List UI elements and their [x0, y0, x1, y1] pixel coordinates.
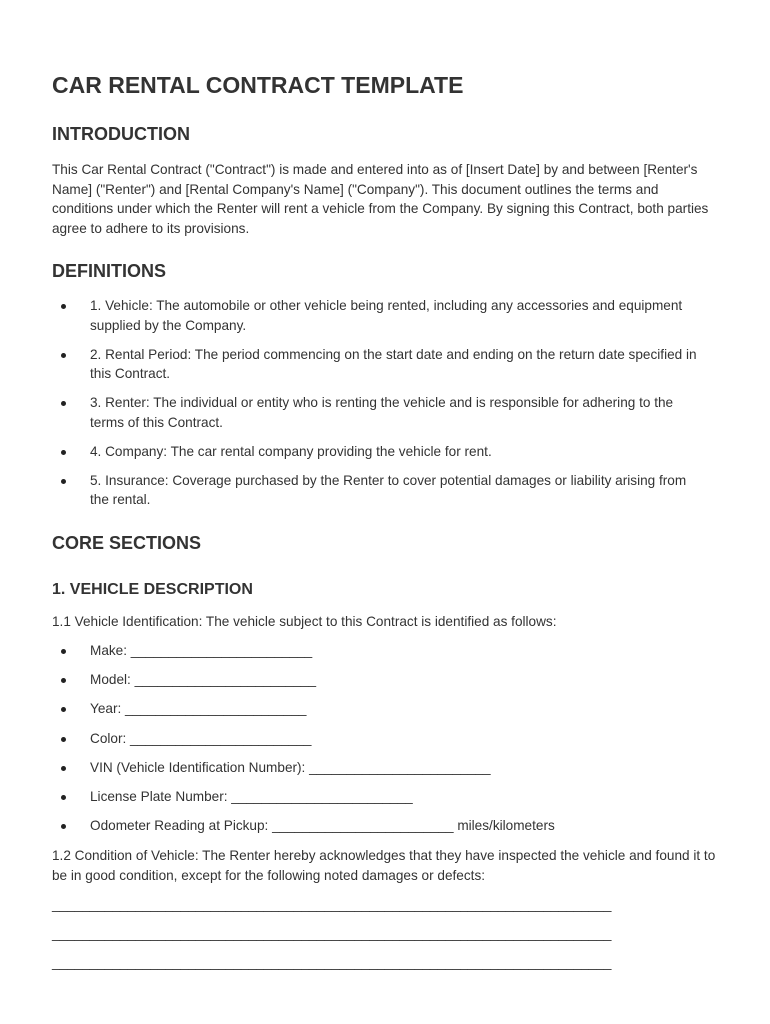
damage-notes-line: __________________________________________________________________________	[52, 955, 612, 970]
definition-text: 3. Renter: The individual or entity who is renting the vehicle and is responsible for adhering to the terms of this Contract.	[90, 395, 674, 430]
list-item	[52, 393, 700, 432]
definition-text: 4. Company: The car rental company providing the vehicle for rent.	[90, 443, 492, 459]
list-item	[52, 670, 732, 690]
damage-notes-line: __________________________________________________________________________	[52, 897, 612, 912]
vehicle-identification-text: 1.1 Vehicle Identification: The vehicle subject to this Contract is identified as follows:	[52, 614, 557, 629]
bullet-icon	[61, 795, 66, 800]
list-item	[52, 787, 732, 807]
field-odometer: Odometer Reading at Pickup: ________________________ miles/kilometers	[90, 818, 555, 834]
field-model: Model: ________________________	[90, 672, 317, 688]
definitions-list	[52, 296, 732, 519]
list-item	[52, 758, 732, 778]
bullet-icon	[61, 678, 66, 683]
list-item	[52, 471, 700, 510]
list-item	[52, 296, 700, 335]
field-year: Year: ________________________	[90, 701, 307, 717]
vehicle-description-heading: 1. VEHICLE DESCRIPTION	[52, 581, 253, 598]
list-item	[52, 729, 732, 749]
field-make: Make: ________________________	[90, 643, 313, 658]
definitions-heading: DEFINITIONS	[52, 261, 167, 281]
bullet-icon	[61, 304, 66, 309]
definition-text: 1. Vehicle: The automobile or other vehicle being rented, including any accessories and equipment supplied by the Company.	[90, 298, 683, 333]
field-vin: VIN (Vehicle Identification Number): ________________________	[90, 759, 491, 775]
bullet-icon	[61, 401, 66, 406]
field-license-plate: License Plate Number: ________________________	[90, 788, 413, 804]
list-item	[52, 641, 732, 661]
bullet-icon	[61, 353, 66, 358]
vehicle-condition-text: 1.2 Condition of Vehicle: The Renter hereby acknowledges that they have inspected the vehicle and found it to be in good condition, except for the following noted damages or defects:	[52, 848, 716, 883]
bullet-icon	[61, 649, 66, 654]
list-item	[52, 442, 700, 462]
bullet-icon	[61, 737, 66, 742]
definition-text: 5. Insurance: Coverage purchased by the Renter to cover potential damages or liability arising from the rental.	[90, 472, 687, 507]
bullet-icon	[61, 824, 66, 829]
definition-text: 2. Rental Period: The period commencing on the start date and ending on the return date specified in this Contract.	[90, 346, 697, 381]
list-item	[52, 345, 700, 384]
bullet-icon	[61, 766, 66, 771]
core-sections-heading: CORE SECTIONS	[52, 533, 202, 553]
introduction-text: This Car Rental Contract ("Contract") is made and entered into as of [Insert Date] by and between [Renter's Name] ("Renter") and [Rental Company's Name] ("Company"). This document outlines the terms and conditions under which the Renter will rent a vehicle from the Company. By signing this Contract, both parties agree to adhere to its provisions.	[52, 162, 709, 236]
damage-notes-line: __________________________________________________________________________	[52, 926, 612, 941]
list-item	[52, 816, 732, 836]
document-title: CAR RENTAL CONTRACT TEMPLATE	[52, 72, 464, 98]
field-color: Color: ________________________	[90, 730, 312, 746]
vehicle-fields-list	[52, 641, 732, 845]
bullet-icon	[61, 479, 66, 484]
bullet-icon	[61, 450, 66, 455]
introduction-heading: INTRODUCTION	[52, 124, 190, 144]
list-item	[52, 699, 732, 719]
bullet-icon	[61, 707, 66, 712]
